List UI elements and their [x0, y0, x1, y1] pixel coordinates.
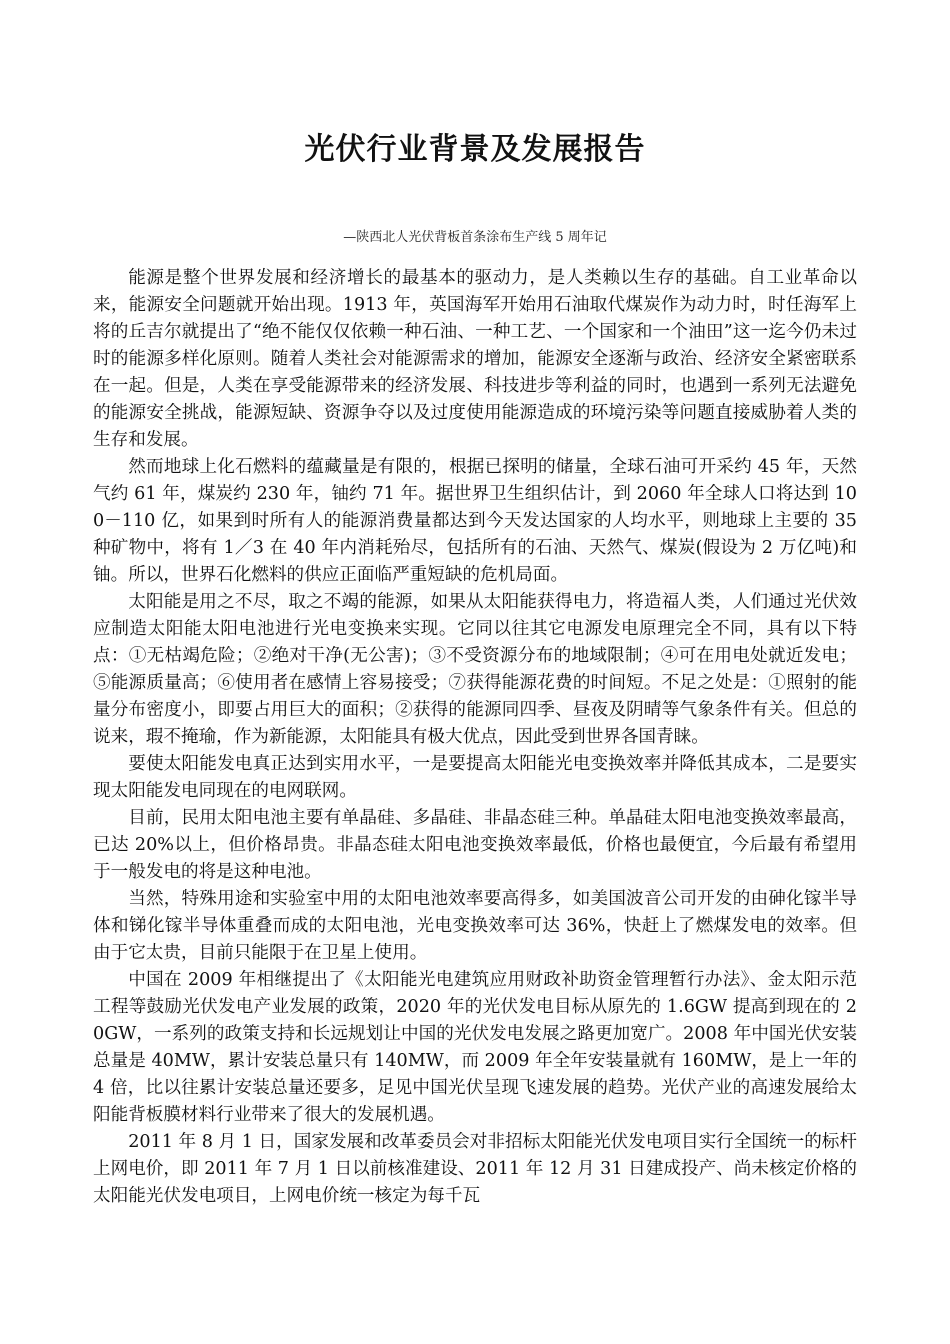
paragraph-cell-types: 目前，民用太阳电池主要有单晶硅、多晶硅、非晶态硅三种。单晶硅太阳电池变换效率最高，已达 20%以上，但价格昂贵。非晶态硅太阳电池变换效率最低，价格也最便宜，今后最有希望用于一般发电的将是这种电池。 [93, 808, 857, 882]
paragraph-feed-in-tariff: 2011 年 8 月 1 日，国家发展和改革委员会对非招标太阳能光伏发电项目实行全国统一的标杆上网电价，即 2011 年 7 月 1 日以前核准建设、2011 年 12 月 31 日建成投产、尚未核定价格的太阳能光伏发电项目，上网电价统一核定为每千瓦 [93, 1132, 857, 1206]
paragraph-solar-features: 太阳能是用之不尽，取之不竭的能源，如果从太阳能获得电力，将造福人类，人们通过光伏效应制造太阳能太阳电池进行光电变换来实现。它同以往其它电源发电原理完全不同，具有以下特点：①无枯竭危险；②绝对干净(无公害)；③不受资源分布的地域限制；④可在用电处就近发电；⑤能源质量高；⑥使用者在感情上容易接受；⑦获得能源花费的时间短。不足之处是：①照射的能量分布密度小，即要占用巨大的面积；②获得的能源同四季、昼夜及阴晴等气象条件有关。但总的说来，瑕不掩瑜，作为新能源，太阳能具有极大优点，因此受到世界各国青睐。 [93, 592, 857, 747]
paragraph-energy-security: 能源是整个世界发展和经济增长的最基本的驱动力，是人类赖以生存的基础。自工业革命以来，能源安全问题就开始出现。1913 年，英国海军开始用石油取代煤炭作为动力时，时任海军上将的丘吉尔就提出了“绝不能仅仅依赖一种石油、一种工艺、一个国家和一个油田”这一迄今仍未过时的能源多样化原则。随着人类社会对能源需求的增加，能源安全逐渐与政治、经济安全紧密联系在一起。但是，人类在享受能源带来的经济发展、科技进步等利益的同时，也遇到一系列无法避免的能源安全挑战，能源短缺、资源争夺以及过度使用能源造成的环境污染等问题直接威胁着人类的生存和发展。 [93, 268, 857, 450]
document-subtitle: —陕西北人光伏背板首条涂布生产线 5 周年记 [343, 230, 607, 245]
paragraph-china-policy: 中国在 2009 年相继提出了《太阳能光电建筑应用财政补助资金管理暂行办法》、金太阳示范工程等鼓励光伏发电产业发展的政策，2020 年的光伏发电目标从原先的 1.6GW 提高到现在的 20GW，一系列的政策支持和长远规划让中国的光伏发电发展之路更加宽广。2008 年中国光伏安装总量是 40MW，累计安装总量只有 140MW，而 2009 年全年安装量就有 160MW，是上一年的 4 倍，比以往累计安装总量还要多，足见中国光伏呈现飞速发展的趋势。光伏产业的高速发展给太阳能背板膜材料行业带来了很大的发展机遇。 [93, 970, 857, 1125]
document-title: 光伏行业背景及发展报告 [304, 132, 646, 167]
paragraph-practical-level: 要使太阳能发电真正达到实用水平，一是要提高太阳能光电变换效率并降低其成本，二是要实现太阳能发电同现在的电网联网。 [93, 754, 857, 801]
paragraph-fossil-reserves: 然而地球上化石燃料的蕴藏量是有限的，根据已探明的储量，全球石油可开采约 45 年，天然气约 61 年，煤炭约 230 年，铀约 71 年。据世界卫生组织估计，到 2060 年全球人口将达到 100－110 亿，如果到时所有人的能源消费量都达到今天发达国家的人均水平，则地球上主要的 35 种矿物中，将有 1／3 在 40 年内消耗殆尽，包括所有的石油、天然气、煤炭(假设为 2 万亿吨)和铀。所以，世界石化燃料的供应正面临严重短缺的危机局面。 [93, 457, 857, 585]
document-body [93, 265, 857, 1210]
paragraph-special-cells: 当然，特殊用途和实验室中用的太阳电池效率要高得多，如美国波音公司开发的由砷化镓半导体和锑化镓半导体重叠而成的太阳电池，光电变换效率可达 36%，快赶上了燃煤发电的效率。但由于它太贵，目前只能限于在卫星上使用。 [93, 889, 857, 963]
